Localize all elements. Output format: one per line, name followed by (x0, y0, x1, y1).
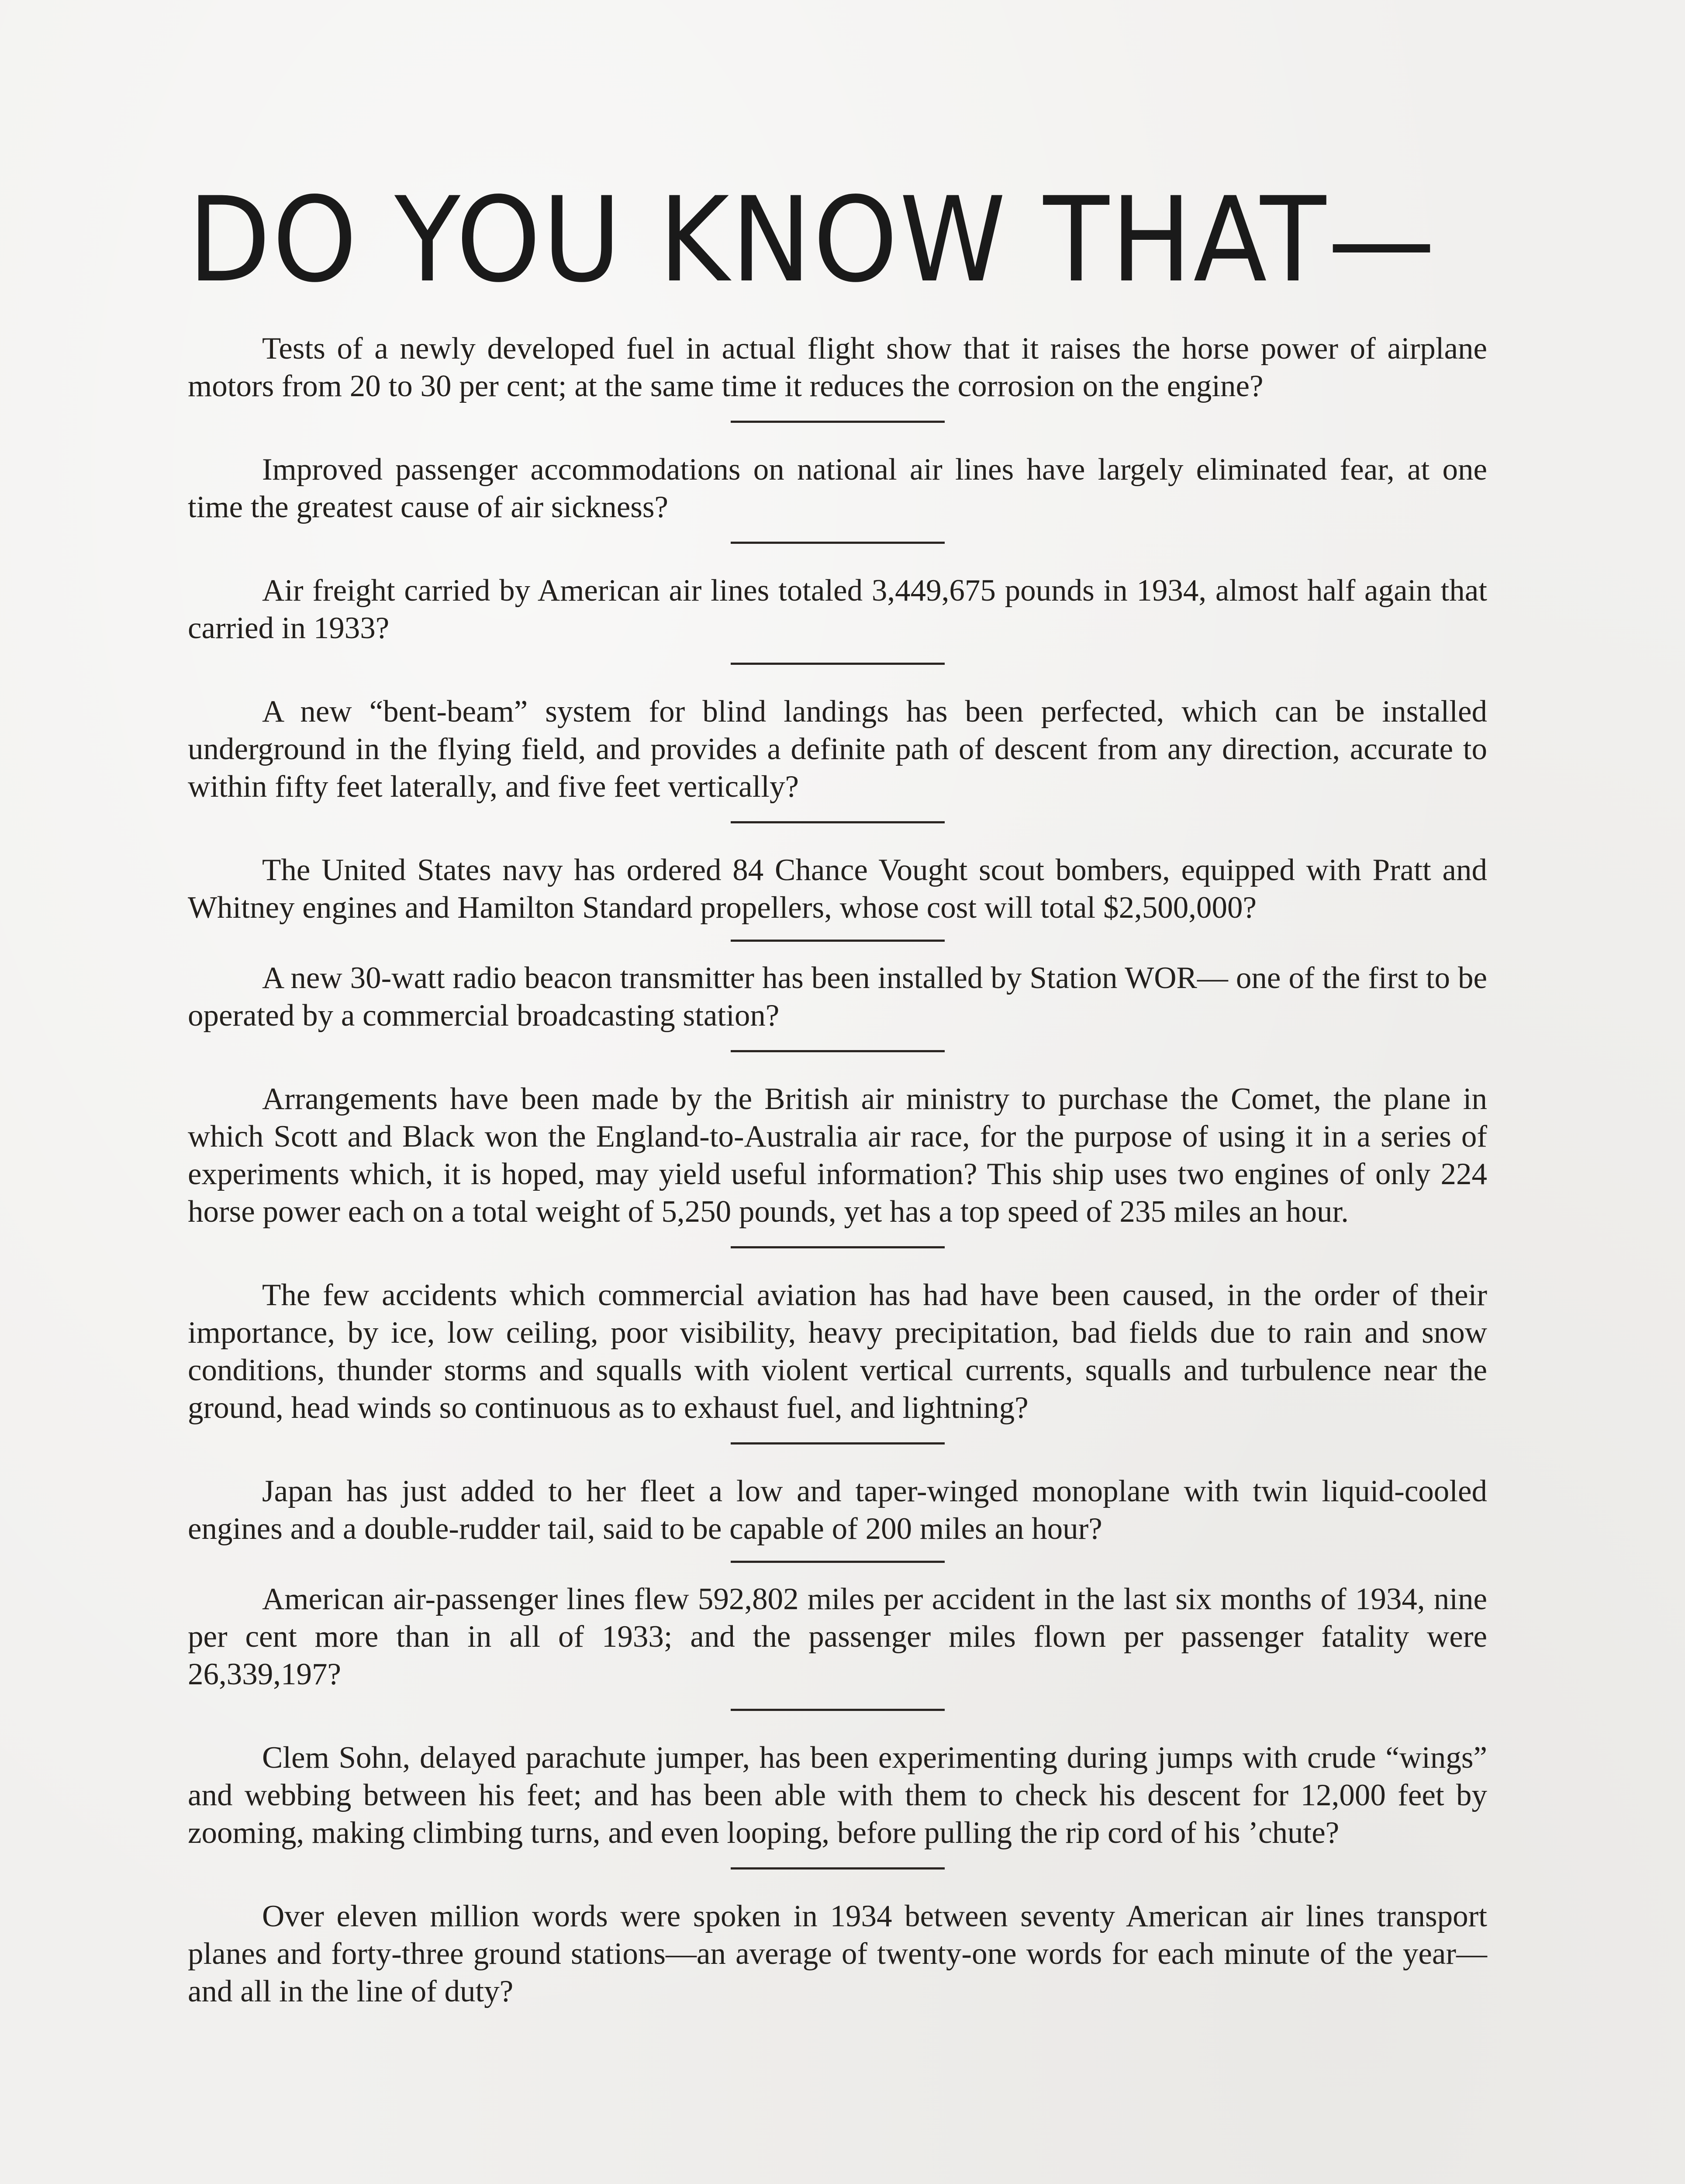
fact-item: Tests of a newly developed fuel in actual flight show that it raises the horse power of airplane motors from 20 to 30 per cent; at the same time it reduces the corrosion on the engine? (188, 332, 1487, 403)
fact-item: A new “bent-beam” system for blind landings has been perfected, which can be installed underground in the flying field, and provides a definite path of descent from any direction, accurate to within fifty feet laterally, and five feet vertically? (188, 695, 1487, 804)
fact-item: Over eleven million words were spoken in 1934 between seventy American air lines transport planes and forty-three ground stations—an average of twenty-one words for each minute of the year—and all in the line of duty? (188, 1899, 1487, 2008)
fact-item: Air freight carried by American air lines totaled 3,449,675 pounds in 1934, almost half again that carried in 1933? (188, 574, 1487, 645)
separator-rule (731, 663, 945, 665)
separator-rule (731, 1442, 945, 1444)
fact-item: Clem Sohn, delayed parachute jumper, has been experimenting during jumps with crude “wings” and webbing between his feet; and has been able with them to check his descent for 12,000 feet by zooming, making climbing turns, and even looping, before pulling the rip cord of his ’chute? (188, 1741, 1487, 1850)
separator-rule (731, 1246, 945, 1248)
separator-rule (731, 1050, 945, 1052)
separator-rule (731, 421, 945, 423)
fact-item: A new 30-watt radio beacon transmitter has been installed by Station WOR— one of the first to be operated by a commercial broadcasting station? (188, 961, 1487, 1033)
separator-rule (731, 821, 945, 823)
fact-list (188, 330, 1487, 2010)
fact-item: American air-passenger lines flew 592,802 miles per accident in the last six months of 1934, nine per cent more than in all of 1933; and the passenger miles flown per passenger fatality were 26,339,197? (188, 1582, 1487, 1691)
separator-rule (731, 1561, 945, 1563)
fact-item: The few accidents which commercial aviation has had have been caused, in the order of their importance, by ice, low ceiling, poor visibility, heavy precipitation, bad fields due to rain and snow conditions, thunder storms and squalls with violent vertical currents, squalls and turbulence near the ground, head winds so continuous as to exhaust fuel, and lightning? (188, 1278, 1487, 1425)
separator-rule (731, 1867, 945, 1870)
separator-rule (731, 1709, 945, 1711)
separator-rule (731, 542, 945, 544)
headline: DO YOU KNOW THAT— (188, 172, 1437, 308)
separator-rule (731, 940, 945, 942)
fact-item: The United States navy has ordered 84 Chance Vought scout bombers, equipped with Pratt and Whitney engines and Hamilton Standard propellers, whose cost will total $2,500,000? (188, 853, 1487, 925)
fact-item: Improved passenger accommodations on national air lines have largely eliminated fear, at one time the greatest cause of air sickness? (188, 453, 1487, 524)
article (188, 172, 1487, 2010)
fact-item: Arrangements have been made by the British air ministry to purchase the Comet, the plane in which Scott and Black won the England-to-Australia air race, for the purpose of using it in a series of experiments which, it is hoped, may yield useful information? This ship uses two engines of only 224 horse power each on a total weight of 5,250 pounds, yet has a top speed of 235 miles an hour. (188, 1082, 1487, 1229)
fact-item: Japan has just added to her fleet a low and taper-winged monoplane with twin liquid-cooled engines and a double-rudder tail, said to be capable of 200 miles an hour? (188, 1474, 1487, 1546)
